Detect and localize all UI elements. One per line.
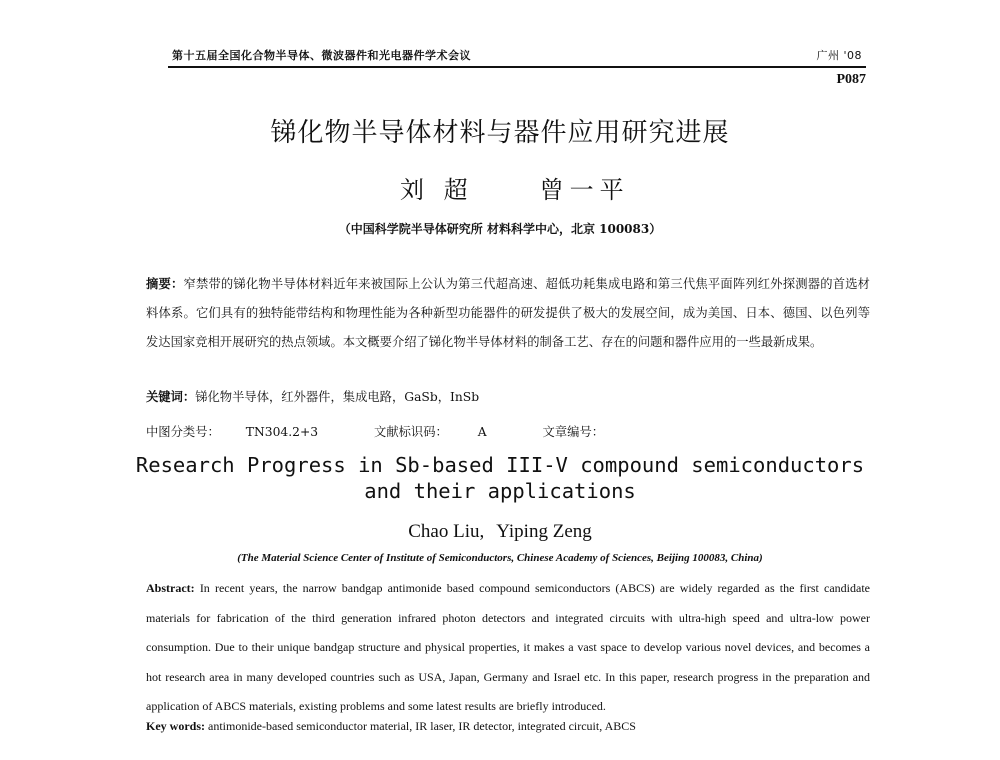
class-label: 中图分类号： [146,425,220,439]
title-english: Research Progress in Sb-based III-V compound semiconductors and their applications [135,453,865,503]
author-cn-1: 刘 超 [400,176,474,204]
author-en-1: Chao Liu, [408,521,485,542]
title-chinese: 锑化物半导体材料与器件应用研究进展 [270,118,730,148]
affiliation-chinese: （中国科学院半导体研究所 材料科学中心，北京 100083） [338,222,662,236]
abstract-cn-label: 摘要： [146,277,184,291]
keywords-en-text: antimonide-based semiconductor material, IR laser, IR detector, integrated circuit, ABCS [208,719,636,733]
keywords-english [146,719,636,734]
abstract-cn-text: 窄禁带的锑化物半导体材料近年来被国际上公认为第三代超高速、超低功耗集成电路和第三代焦平面阵列红外探测器的首选材料体系。它们具有的独特能带结构和物理性能为各种新型功能器件的研发提供了极大的发展空间，成为美国、日本、德国、以色列等发达国家竞相开展研究的热点领域。本文概要介绍了锑化物半导体材料的制备工艺、存在的问题和器件应用的一些最新成果。 [146,277,870,349]
doc-code-value: A [477,425,487,439]
author-en-2: Yiping Zeng [496,521,592,542]
doc-code-label: 文献标识码： [374,425,448,439]
class-value: TN304.2+3 [245,425,319,439]
abstract-en-label: Abstract: [146,581,195,595]
abstract-chinese [146,270,870,357]
conference-name: 第十五届全国化合物半导体、微波器件和光电器件学术会议 [172,49,471,62]
keywords-cn-label: 关键词： [146,389,196,404]
classification-line [146,422,630,440]
paper-id: P087 [836,72,866,87]
conference-place-year: 广州 '08 [816,49,862,62]
article-no-label: 文章编号： [542,425,605,439]
keywords-chinese [146,387,479,405]
authors-chinese [400,170,696,205]
affiliation-english: (The Material Science Center of Institute of Semiconductors, Chinese Academy of Sciences, Beijing 100083, China) [237,552,763,564]
keywords-en-label: Key words: [146,719,205,733]
authors-english [0,521,1000,543]
author-cn-2: 曾一平 [539,176,630,204]
keywords-cn-text: 锑化物半导体，红外器件，集成电路，GaSb，InSb [195,390,480,404]
abstract-english [146,574,870,722]
abstract-en-text: In recent years, the narrow bandgap antimonide based compound semiconductors (ABCS) are widely regarded as the first candidate materials for fabrication of the third generation infrared photon detectors and integrated circuits with ultra-high speed and ultra-low power consumption. Due to their unique bandgap structure and physical properties, it makes a vast space to develop various novel devices, and becomes a hot research area in many developed countries such as USA, Japan, Germany and Israel etc. In this paper, research progress in the preparation and application of ABCS materials, existing problems and some latest results are briefly introduced. [146,581,871,713]
running-header [168,50,866,68]
